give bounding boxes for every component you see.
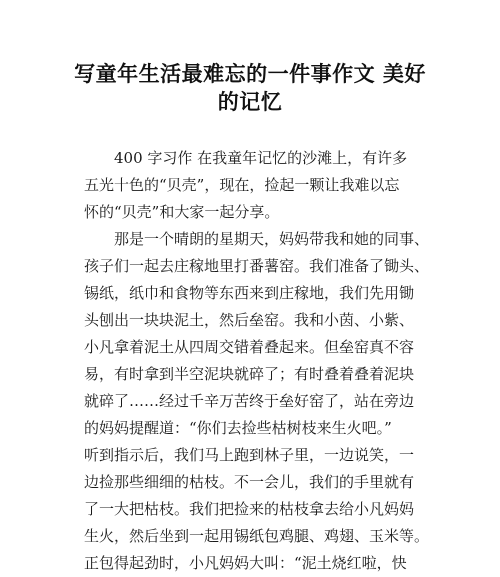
body-line: 的妈妈提醒道：“你们去捡些枯树枝来生火吧。” <box>84 419 392 437</box>
article-title <box>60 60 440 116</box>
article-title-line-1: 写童年生活最难忘的一件事作文 美好 <box>74 62 426 86</box>
article-title-line-2: 的记忆 <box>217 90 283 114</box>
body-line: 易，有时拿到半空泥块就碎了；有时叠着叠着泥块 <box>84 365 415 383</box>
body-line: 小凡拿着泥土从四周交错着叠起来。但垒窑真不容 <box>84 338 415 356</box>
article-body <box>84 145 430 577</box>
body-line: 生火，然后坐到一起用锡纸包鸡腿、鸡翅、玉米等。 <box>84 527 430 545</box>
body-line: 了一大把枯枝。我们把捡来的枯枝拿去给小凡妈妈 <box>84 500 415 518</box>
body-line: 孩子们一起去庄稼地里打番薯窑。我们准备了锄头、 <box>84 257 430 275</box>
body-line: 怀的“贝壳”和大家一起分享。 <box>84 203 280 221</box>
body-line: 那是一个晴朗的星期天，妈妈带我和她的同事、 <box>114 230 430 248</box>
body-line: 五光十色的“贝壳”，现在，捡起一颗让我难以忘 <box>84 176 400 194</box>
body-line: 400 字习作 在我童年记忆的沙滩上，有许多 <box>114 149 408 167</box>
body-line: 就碎了……经过千辛万苦终于垒好窑了，站在旁边 <box>84 392 415 410</box>
body-line: 边捡那些细细的枯枝。不一会儿，我们的手里就有 <box>84 473 415 491</box>
body-line: 听到指示后，我们马上跑到林子里，一边说笑，一 <box>84 446 415 464</box>
body-line: 头刨出一块块泥土，然后垒窑。我和小茵、小紫、 <box>84 311 415 329</box>
body-line: 锡纸，纸巾和食物等东西来到庄稼地，我们先用锄 <box>84 284 415 302</box>
body-line: 正包得起劲时，小凡妈妈大叫：“泥土烧红啦，快 <box>84 554 407 572</box>
